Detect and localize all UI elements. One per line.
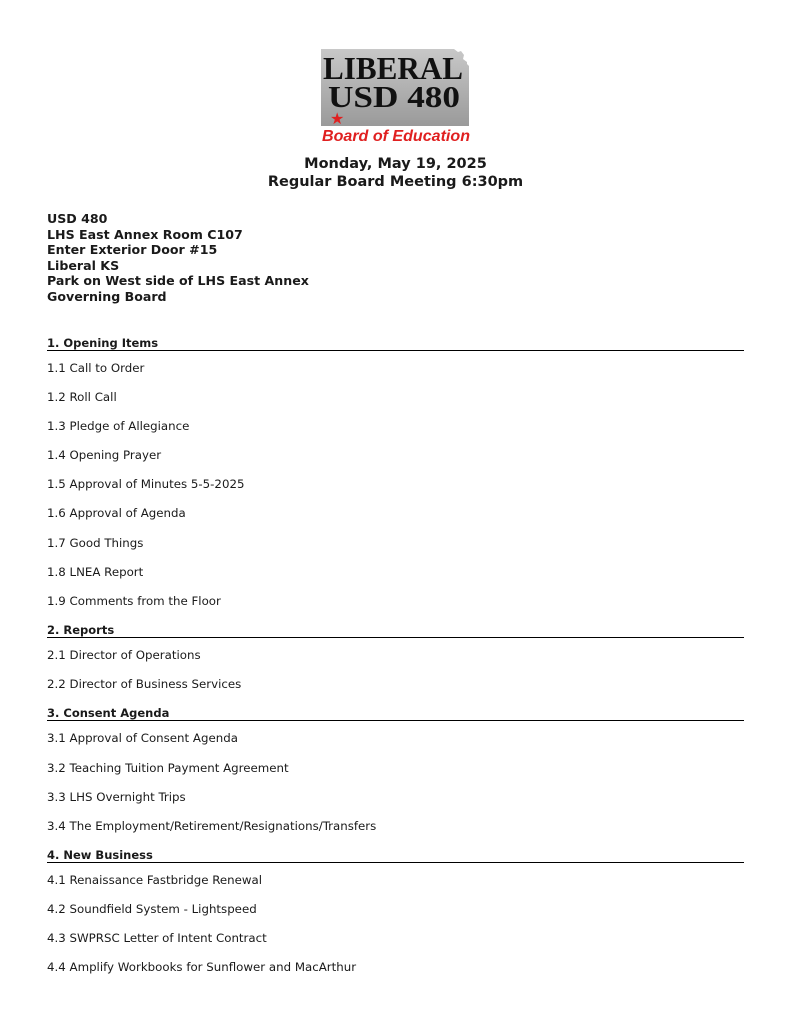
agenda-item: 1.9 Comments from the Floor	[47, 594, 221, 608]
section-header-consent-agenda: 3. Consent Agenda	[47, 706, 744, 721]
agenda-item: 3.4 The Employment/Retirement/Resignations/Transfers	[47, 819, 377, 833]
agenda-item: 4.3 SWPRSC Letter of Intent Contract	[47, 931, 267, 945]
agenda-item: 4.2 Soundfield System - Lightspeed	[47, 902, 257, 916]
info-body: Governing Board	[47, 288, 167, 304]
info-room: LHS East Annex Room C107	[47, 226, 243, 242]
meeting-info	[47, 211, 309, 305]
section-header-opening-items: 1. Opening Items	[47, 336, 744, 351]
info-parking: Park on West side of LHS East Annex	[47, 273, 309, 289]
kansas-state-logo-graphic	[320, 48, 472, 144]
agenda-item: 2.2 Director of Business Services	[47, 677, 242, 691]
logo-tagline: Board of Education	[322, 128, 470, 144]
agenda-item: 1.1 Call to Order	[47, 361, 145, 375]
section-header-reports: 2. Reports	[47, 623, 744, 638]
agenda-item: 2.1 Director of Operations	[47, 648, 201, 662]
agenda-item: 1.7 Good Things	[47, 536, 144, 550]
logo-line2: USD 480	[328, 79, 460, 114]
agenda-item: 1.5 Approval of Minutes 5-5-2025	[47, 477, 245, 491]
agenda-item: 4.4 Amplify Workbooks for Sunflower and MacArthur	[47, 960, 357, 974]
agenda-item: 3.1 Approval of Consent Agenda	[47, 731, 238, 745]
agenda-item: 1.6 Approval of Agenda	[47, 506, 186, 520]
star-icon: ★	[330, 109, 345, 128]
agenda-item: 1.3 Pledge of Allegiance	[47, 419, 190, 433]
info-district: USD 480	[47, 211, 108, 226]
logo-line1: LIBERAL	[323, 50, 463, 86]
info-city: Liberal KS	[47, 257, 120, 273]
meeting-date: Monday, May 19, 2025	[304, 156, 487, 172]
agenda-item: 4.1 Renaissance Fastbridge Renewal	[47, 873, 263, 887]
section-header-new-business: 4. New Business	[47, 848, 744, 863]
agenda-item: 3.3 LHS Overnight Trips	[47, 790, 186, 804]
agenda-item: 3.2 Teaching Tuition Payment Agreement	[47, 761, 289, 775]
agenda-item: 1.8 LNEA Report	[47, 565, 144, 579]
district-logo	[320, 48, 472, 144]
meeting-title: Regular Board Meeting 6:30pm	[267, 174, 524, 190]
agenda-item: 1.2 Roll Call	[47, 390, 117, 404]
agenda-item: 1.4 Opening Prayer	[47, 448, 162, 462]
info-door: Enter Exterior Door #15	[47, 242, 218, 258]
